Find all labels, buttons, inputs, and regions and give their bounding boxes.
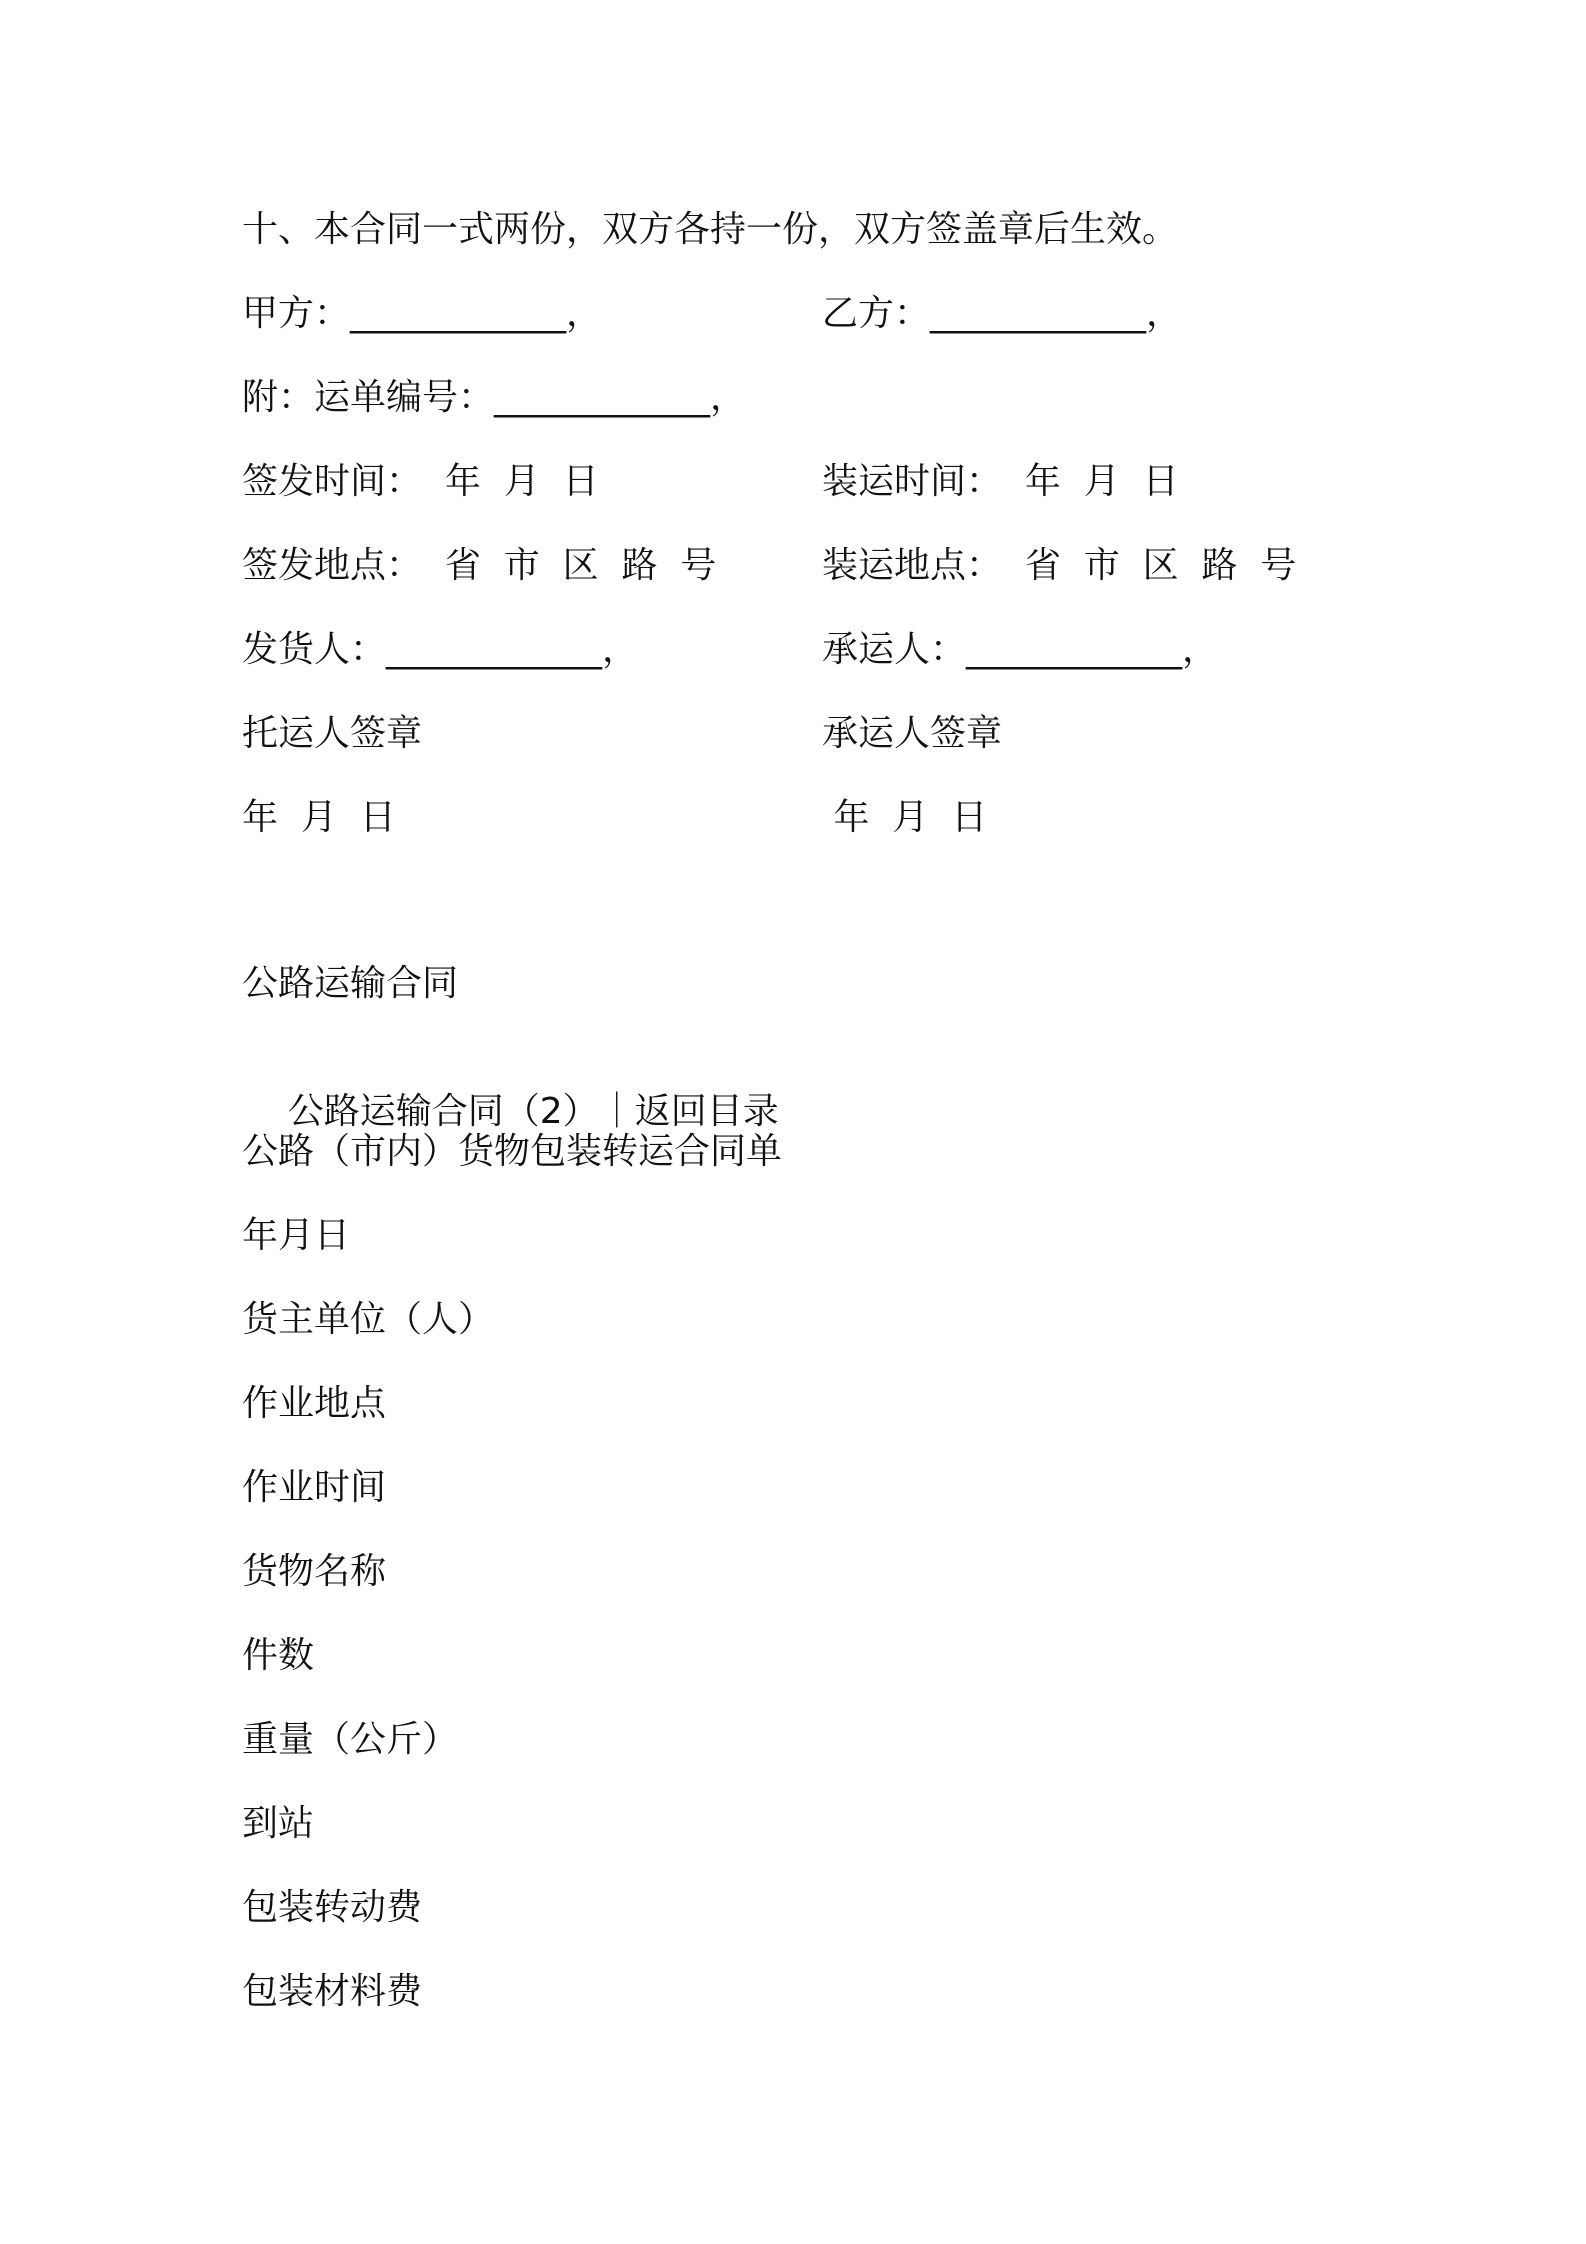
issue-time-field: 签发时间： 年 月 日 [242, 461, 599, 502]
list-item: 重量（公斤） [242, 1719, 459, 1760]
list-item: 货物名称 [242, 1551, 387, 1592]
shipper-field: 发货人：____________， [242, 629, 639, 670]
list-item: 件数 [242, 1635, 315, 1676]
form-title: 公路（市内）货物包装转运合同单 [242, 1131, 783, 1172]
list-item: 货主单位（人） [242, 1299, 495, 1340]
nav-separator: ｜ [598, 1091, 635, 1132]
current-contract-title: 公路运输合同（2） [287, 1091, 599, 1132]
party-b-field: 乙方：____________， [822, 293, 1183, 334]
list-item: 包装转动费 [242, 1887, 423, 1928]
list-item: 作业地点 [242, 1383, 387, 1424]
waybill-number-field: 附：运单编号：____________， [242, 377, 747, 418]
back-to-contents-link[interactable]: 返回目录 [634, 1091, 779, 1132]
list-item: 年月日 [242, 1215, 351, 1256]
date-right-label: 年 月 日 [822, 797, 988, 838]
clause-10-text: 十、本合同一式两份，双方各持一份，双方签盖章后生效。 [242, 209, 1179, 250]
carrier-field: 承运人：____________， [822, 629, 1219, 670]
list-item: 作业时间 [242, 1467, 387, 1508]
load-time-field: 装运时间： 年 月 日 [822, 461, 1179, 502]
issue-place-field: 签发地点： 省 市 区 路 号 [242, 545, 717, 586]
list-item: 包装材料费 [242, 1971, 423, 2012]
load-place-field: 装运地点： 省 市 区 路 号 [822, 545, 1297, 586]
date-left-label: 年 月 日 [242, 797, 396, 838]
party-a-field: 甲方：____________， [242, 293, 603, 334]
list-item: 到站 [242, 1803, 315, 1844]
carrier-seal-label: 承运人签章 [822, 713, 1003, 754]
consignor-seal-label: 托运人签章 [242, 713, 423, 754]
section-title: 公路运输合同 [242, 963, 459, 1004]
